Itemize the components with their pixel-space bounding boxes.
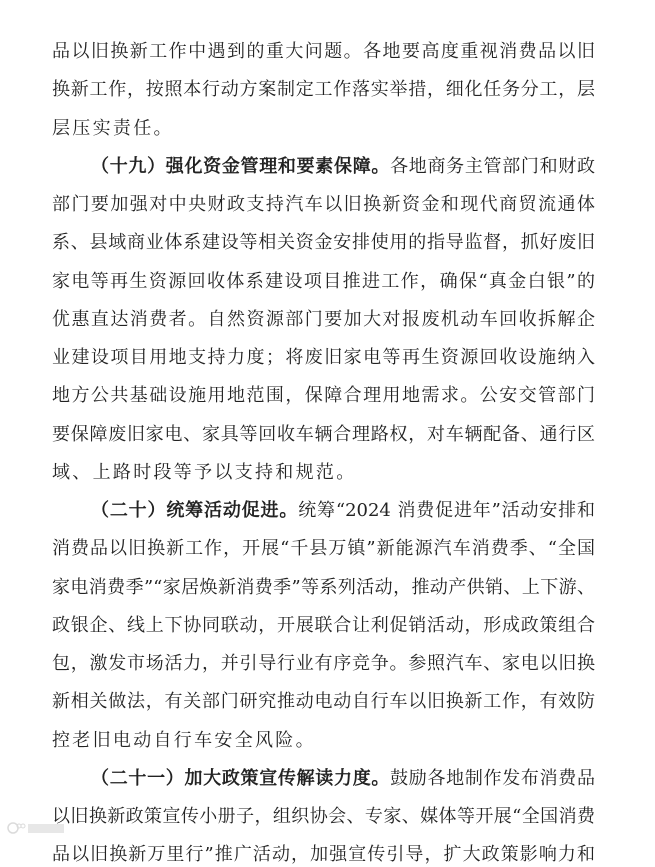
section-heading-line xyxy=(91,499,595,523)
line-text: 品以旧换新万里行”推广活动，加强宣传引导，扩大政策影响力和 xyxy=(52,844,595,866)
text-line xyxy=(52,346,595,370)
text-line xyxy=(52,308,595,332)
section-heading: （十九）强化资金管理和要素保障。 xyxy=(91,155,391,177)
text-line xyxy=(52,690,595,714)
text-line xyxy=(52,40,595,64)
text-line xyxy=(52,843,595,867)
text-line xyxy=(52,461,595,485)
line-text: 优惠直达消费者。自然资源部门要加大对报废机动车回收拆解企 xyxy=(52,308,595,330)
line-text: 新相关做法，有关部门研究推动电动自行车以旧换新工作，有效防 xyxy=(52,691,595,713)
line-text: 家电消费季”“家居焕新消费季”等系列活动，推动产供销、上下游、 xyxy=(52,576,595,598)
line-text: 地方公共基础设施用地范围，保障合理用地需求。公安交管部门 xyxy=(52,385,595,407)
watermark-logo-icon xyxy=(6,821,66,835)
section-heading-line xyxy=(91,155,595,179)
text-line xyxy=(52,614,595,638)
line-text: 要保障废旧家电、家具等回收车辆合理路权，对车辆配备、通行区 xyxy=(52,423,595,445)
line-text: 包，激发市场活力，并引导行业有序竞争。参照汽车、家电以旧换 xyxy=(52,653,595,674)
text-line xyxy=(52,78,595,102)
text-line xyxy=(52,537,595,561)
text-line xyxy=(52,729,595,753)
line-text: 域、上路时段等予以支持和规范。 xyxy=(52,461,357,483)
line-text: 业建设项目用地支持力度；将废旧家电等再生资源回收设施纳入 xyxy=(52,347,595,368)
line-text: 消费品以旧换新工作，开展“千县万镇”新能源汽车消费季、“全国 xyxy=(52,538,595,560)
line-text: 以旧换新政策宣传小册子，组织协会、专家、媒体等开展“全国消费 xyxy=(52,806,595,827)
line-text: 政银企、线上下协同联动，开展联合让利促销活动，形成政策组合 xyxy=(52,614,595,636)
line-text: 系、县域商业体系建设等相关资金安排使用的指导监督，抓好废旧 xyxy=(52,232,595,254)
line-text: 家电等再生资源回收体系建设项目推进工作，确保“真金白银”的 xyxy=(52,270,595,292)
line-text: 品以旧换新工作中遇到的重大问题。各地要高度重视消费品以旧 xyxy=(52,41,595,62)
line-text: 控老旧电动自行车安全风险。 xyxy=(52,729,316,751)
section-heading-line xyxy=(91,767,595,791)
line-text: 统筹“2024 消费促进年”活动安排和 xyxy=(298,500,596,521)
text-line xyxy=(52,805,595,829)
text-line xyxy=(52,576,595,600)
line-text: 各地商务主管部门和财政 xyxy=(390,155,596,177)
line-text: 换新工作，按照本行动方案制定工作落实举措，细化任务分工，层 xyxy=(52,79,595,101)
text-line xyxy=(52,384,595,408)
text-line xyxy=(52,117,595,141)
line-text: 层压实责任。 xyxy=(52,117,174,139)
section-heading: （二十）统筹活动促进。 xyxy=(91,500,299,521)
line-text: 部门要加强对中央财政支持汽车以旧换新资金和现代商贸流通体 xyxy=(52,194,595,215)
text-line xyxy=(52,193,595,217)
text-line xyxy=(52,231,595,255)
line-text: 鼓励各地制作发布消费品 xyxy=(390,767,596,789)
text-line xyxy=(52,652,595,676)
text-line xyxy=(52,270,595,294)
section-heading: （二十一）加大政策宣传解读力度。 xyxy=(91,767,391,789)
text-line xyxy=(52,423,595,447)
